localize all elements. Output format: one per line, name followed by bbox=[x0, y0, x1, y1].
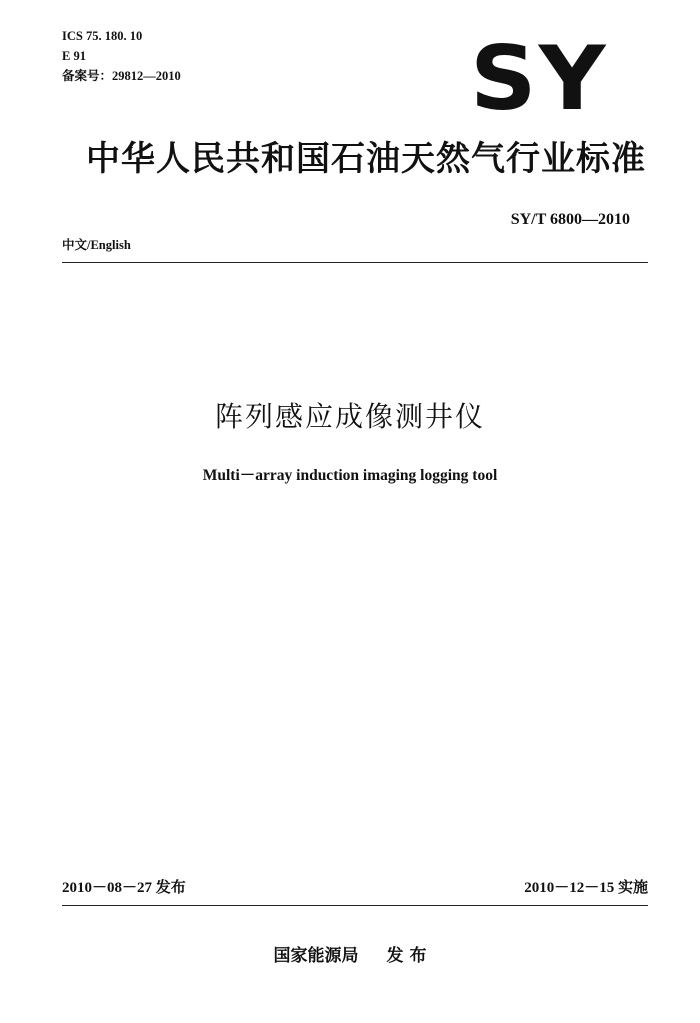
ccs-code: E 91 bbox=[62, 49, 86, 63]
header-divider bbox=[62, 262, 648, 263]
publisher-line bbox=[0, 944, 700, 968]
document-title-chinese: 阵列感应成像测井仪 bbox=[214, 400, 485, 433]
registration-number: 备案号：29812—2010 bbox=[62, 69, 181, 83]
publisher-name: 国家能源局 bbox=[273, 946, 359, 966]
issue-date: 2010－08－27 发布 bbox=[62, 880, 186, 896]
footer-divider bbox=[62, 905, 648, 906]
implementation-date: 2010－12－15 实施 bbox=[524, 880, 648, 896]
document-title-english: Multi－array induction imaging logging tool bbox=[202, 467, 498, 484]
sy-logo: SY bbox=[470, 27, 608, 130]
standard-number: SY/T 6800—2010 bbox=[510, 211, 630, 228]
ics-code: ICS 75. 180. 10 bbox=[62, 29, 143, 43]
org-title: 中华人民共和国石油天然气行业标准 bbox=[86, 139, 646, 179]
language-label: 中文/English bbox=[62, 238, 131, 252]
publisher-action: 发 布 bbox=[386, 946, 427, 966]
